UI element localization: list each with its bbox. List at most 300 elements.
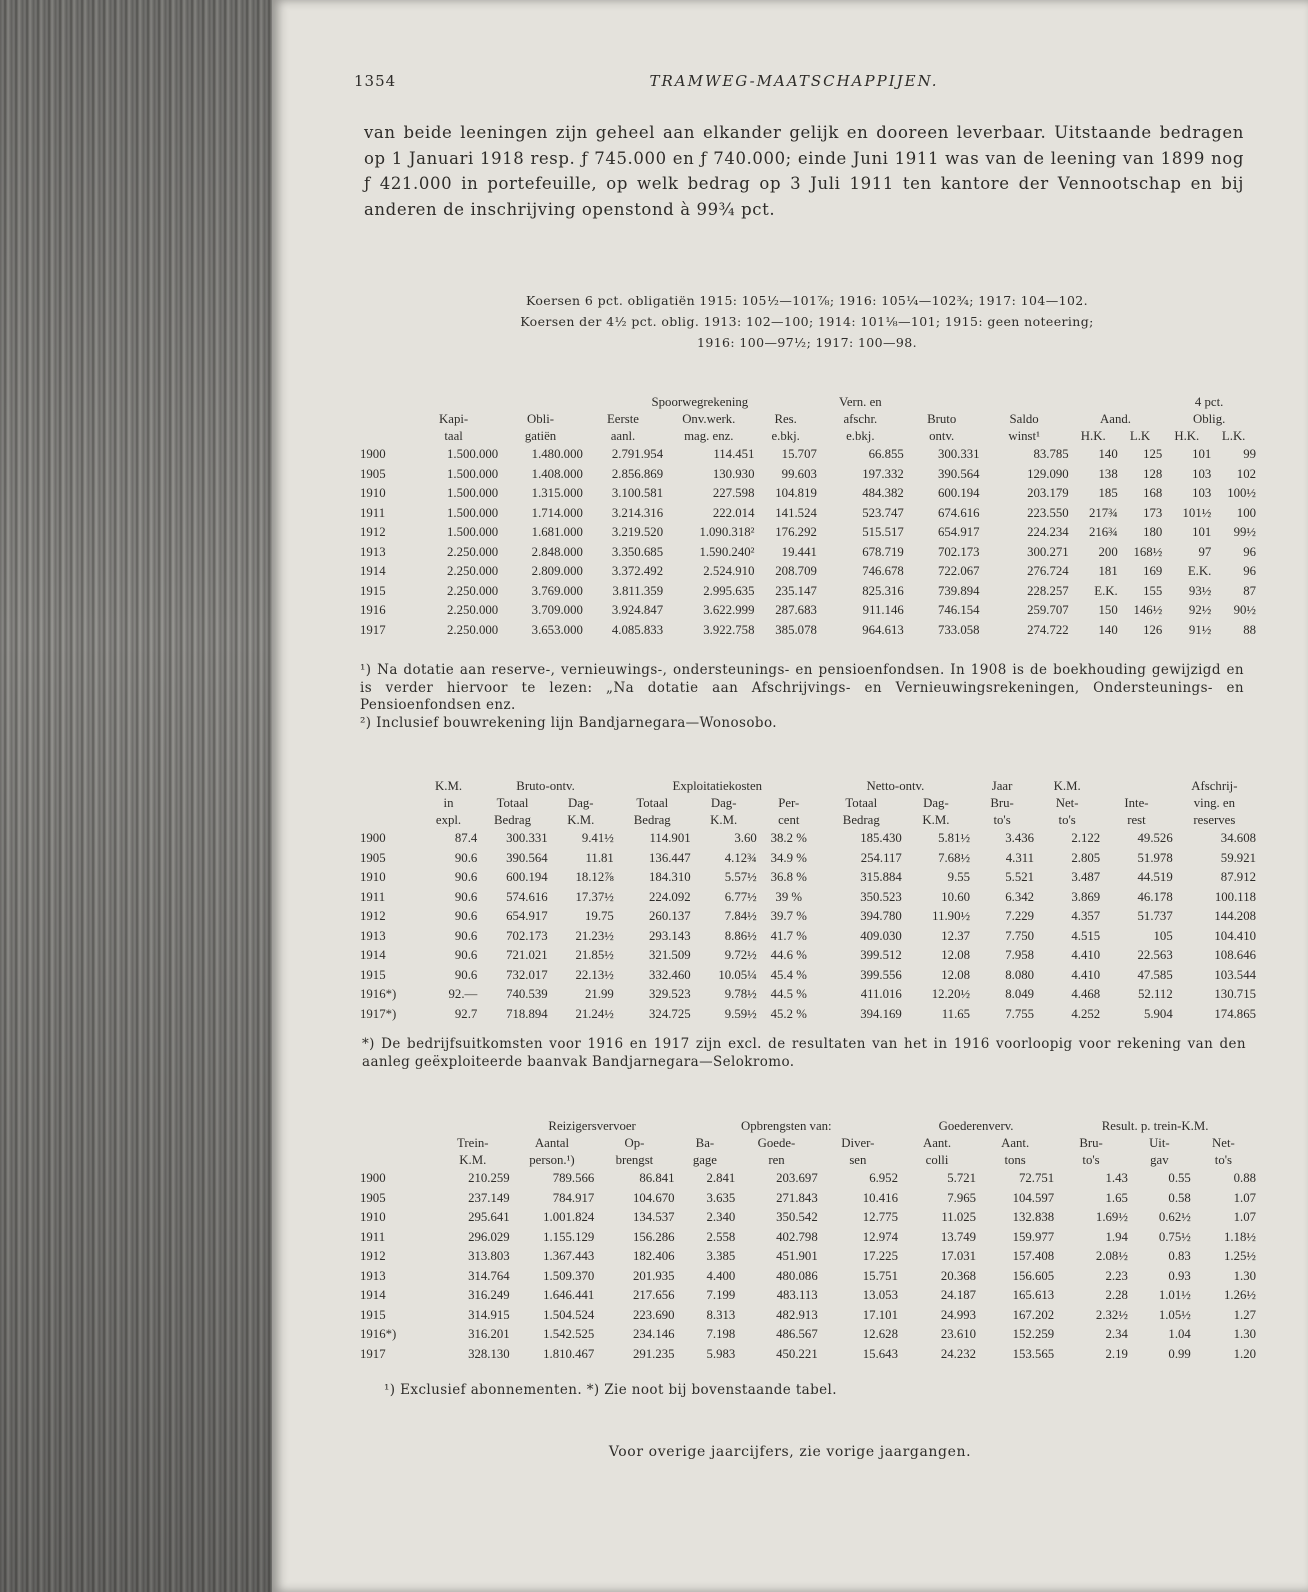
table-cell: 6.952 <box>869 1171 898 1185</box>
table-row <box>360 484 1256 504</box>
table-cell: 3.653.000 <box>531 622 583 637</box>
operating-results-table <box>360 778 1256 1024</box>
table-cell: 390.564 <box>937 466 980 481</box>
col-header: Aant. <box>1001 1136 1030 1150</box>
table-cell: 17.225 <box>862 1249 898 1263</box>
table-cell: 155 <box>1143 583 1163 598</box>
table-cell: 96 <box>1243 564 1256 578</box>
table-cell: 34.608 <box>1220 831 1256 845</box>
row-year: 1900 <box>360 1171 386 1185</box>
table-cell: 1.408.000 <box>531 466 583 481</box>
col-header: reserves <box>1193 813 1236 827</box>
table-cell: 20.368 <box>940 1268 977 1283</box>
table-cell: 2.250.000 <box>446 603 499 617</box>
table-cell: 2.524.910 <box>703 564 755 578</box>
table-cell: 329.523 <box>649 987 691 1001</box>
table-cell: 3.385 <box>706 1249 736 1263</box>
table-cell: 197.332 <box>862 466 904 481</box>
table-cell: 291.235 <box>632 1346 675 1361</box>
table-cell: 173 <box>1143 505 1163 520</box>
table-cell: 44.6 % <box>770 948 807 962</box>
table-cell: 316.201 <box>468 1327 510 1341</box>
table-cell: 2.23 <box>1105 1268 1128 1283</box>
row-header-blank <box>360 812 420 829</box>
table-cell: 254.117 <box>860 850 902 865</box>
table-row <box>360 504 1256 524</box>
col-header: Exploitatiekosten <box>672 779 763 793</box>
table-cell: 1.65 <box>1105 1190 1128 1205</box>
table-cell: 4.085.833 <box>611 622 664 637</box>
col-header: Saldo <box>1009 412 1039 426</box>
row-year: 1910 <box>360 486 386 500</box>
table-cell: 203.179 <box>1027 486 1069 500</box>
table-cell: 486.567 <box>776 1327 818 1341</box>
table-row <box>360 621 1256 641</box>
col-header: gatiën <box>524 429 557 443</box>
table-cell: 1.090.318² <box>699 525 755 539</box>
document-page <box>272 0 1308 1592</box>
table-cell: 223.550 <box>1027 505 1069 520</box>
table-cell: 130.715 <box>1214 987 1256 1001</box>
table-cell: 1.155.129 <box>543 1229 595 1244</box>
table-cell: 87.4 <box>454 831 478 845</box>
col-header: Res. <box>774 412 797 426</box>
table-cell: 480.086 <box>776 1268 818 1283</box>
table-cell: 13.749 <box>940 1229 977 1244</box>
col-header: Uit- <box>1149 1136 1170 1150</box>
table-header-row <box>360 812 1256 829</box>
table-cell: 1.05½ <box>1158 1307 1191 1322</box>
table-cell: 11.90½ <box>932 909 971 923</box>
table-cell: 8.049 <box>1005 987 1035 1001</box>
row-year: 1917 <box>360 1346 386 1361</box>
table-row <box>360 1247 1256 1267</box>
table-cell: 228.257 <box>1027 583 1069 598</box>
row-year: 1905 <box>360 850 386 865</box>
table-cell: 271.843 <box>776 1190 818 1205</box>
col-header: H.K. <box>1174 429 1200 443</box>
col-header: cent <box>778 813 800 827</box>
col-header: person.¹) <box>529 1153 575 1167</box>
table-cell: 314.764 <box>468 1268 510 1283</box>
intro-paragraph <box>364 120 1244 222</box>
table-cell: 2.340 <box>706 1210 736 1224</box>
col-header: K.M. <box>922 813 950 827</box>
row-year: 1917*) <box>360 1006 397 1021</box>
table-cell: 168 <box>1143 486 1163 500</box>
col-header: Oblig. <box>1192 412 1226 426</box>
col-header: to's <box>993 813 1011 827</box>
table-cell: 5.904 <box>1143 1006 1173 1021</box>
table-cell: 39 % <box>775 889 803 904</box>
table-row <box>360 543 1256 563</box>
table-cell: 6.342 <box>1005 889 1035 904</box>
table-cell: 99.603 <box>781 466 817 481</box>
table-cell: 1.590.240² <box>699 544 755 559</box>
col-header: Dag- <box>923 796 949 810</box>
table-cell: 90.6 <box>454 967 478 982</box>
table-cell: 44.5 % <box>770 987 807 1001</box>
table-cell: 451.901 <box>776 1249 818 1263</box>
table-cell: 21.24½ <box>575 1006 614 1021</box>
table-cell: 136.447 <box>649 850 691 865</box>
row-year: 1911 <box>360 889 386 904</box>
table-row <box>360 907 1256 927</box>
footnote: *) De bedrijfsuitkomsten voor 1916 en 1917 zijn excl. de resultaten van het in 1916 voorloopig voor rekening van den aanleg geëxploiteerde baanvak Bandjarnegara—Selokromo. <box>362 1036 1246 1070</box>
table-cell: 11.81 <box>585 850 614 865</box>
table-cell: 600.194 <box>937 486 980 500</box>
table-cell: 100.118 <box>1214 889 1256 904</box>
table-cell: 152.259 <box>1012 1327 1055 1341</box>
table-cell: 11.65 <box>941 1006 971 1021</box>
table-cell: 17.031 <box>940 1249 977 1263</box>
table-cell: 103 <box>1192 466 1212 481</box>
table-cell: 15.707 <box>781 447 817 461</box>
table-cell: 3.214.316 <box>611 505 664 520</box>
table-cell: 17.37½ <box>575 889 614 904</box>
table-cell: 2.848.000 <box>531 544 583 559</box>
table-cell: 91½ <box>1188 622 1212 637</box>
financial-table <box>360 394 1256 640</box>
table-cell: 93½ <box>1188 583 1212 598</box>
table-cell: 3.811.359 <box>612 583 664 598</box>
table-row <box>360 445 1256 465</box>
col-group-header: 4 pct. <box>1194 395 1224 409</box>
table-cell: 7.750 <box>1005 928 1035 943</box>
col-header: Result. p. trein-K.M. <box>1101 1119 1209 1133</box>
table-cell: 7.198 <box>706 1327 736 1341</box>
table-cell: 224.234 <box>1027 525 1069 539</box>
row-year: 1914 <box>360 1288 386 1302</box>
table-cell: 409.030 <box>860 928 902 943</box>
table-cell: 483.113 <box>776 1288 818 1302</box>
col-header: L.K. <box>1221 429 1246 443</box>
table-row <box>360 1286 1256 1306</box>
col-header: taal <box>444 429 463 443</box>
table-cell: 674.616 <box>937 505 980 520</box>
closing-note: Voor overige jaarcijfers, zie vorige jaargangen. <box>608 1444 972 1460</box>
col-header: K.M. <box>1053 779 1081 793</box>
col-header: tons <box>1004 1153 1026 1167</box>
table-cell: 2.841 <box>706 1171 736 1185</box>
table-cell: 654.917 <box>506 909 548 923</box>
intro-text: van beide leeningen zijn geheel aan elkander gelijk en dooreen leverbaar. Uitstaande bedragen op 1 Januari 1918 resp. ƒ 745.000 en ƒ 740.000; einde Juni 1911 was van de leening van 1899 nog ƒ 421.000 in portefeuille, op welk bedrag op 3 Juli 1911 ten kantore der Vennootschap en bij anderen de inschrijving openstond à 99¾ pct. <box>364 123 1244 219</box>
table-cell: 300.331 <box>937 447 980 461</box>
col-header: Totaal <box>496 796 529 810</box>
table-cell: 10.05¼ <box>718 967 757 982</box>
table-cell: 399.512 <box>860 948 902 962</box>
col-header: Bedrag <box>633 813 671 827</box>
table-cell: 5.57½ <box>724 870 757 884</box>
table-cell: 3.622.999 <box>703 603 755 617</box>
table-cell: 12.08 <box>941 948 971 962</box>
table-cell: 217.656 <box>632 1288 675 1302</box>
table-cell: 92½ <box>1188 603 1212 617</box>
row-year: 1912 <box>360 525 386 539</box>
table-cell: 5.983 <box>706 1346 736 1361</box>
table-cell: 92.7 <box>454 1006 478 1021</box>
table-cell: 36.8 % <box>770 870 807 884</box>
row-year: 1911 <box>360 1229 386 1244</box>
table-cell: 90.6 <box>454 889 478 904</box>
row-year: 1913 <box>360 1268 386 1283</box>
table-cell: 12.974 <box>862 1229 898 1244</box>
table-cell: 4.12¾ <box>724 850 757 865</box>
col-header: Aantal <box>534 1136 570 1150</box>
table-cell: 12.08 <box>941 967 971 982</box>
footnotes-table1 <box>360 662 1244 732</box>
table-cell: 23.610 <box>940 1327 977 1341</box>
table-group-row <box>360 394 1256 411</box>
table-cell: 2.34 <box>1105 1327 1128 1341</box>
table-cell: 200 <box>1098 544 1118 559</box>
table-cell: 3.219.520 <box>611 525 664 539</box>
row-year: 1910 <box>360 1210 386 1224</box>
table-cell: 90½ <box>1233 603 1256 617</box>
table-row <box>360 465 1256 485</box>
table-cell: 208.709 <box>775 564 817 578</box>
table-cell: 45.2 % <box>770 1006 807 1021</box>
table-cell: 174.865 <box>1214 1006 1256 1021</box>
table-cell: 274.722 <box>1027 622 1069 637</box>
table-cell: 293.143 <box>649 928 691 943</box>
table-cell: 1.27 <box>1233 1307 1256 1322</box>
table-cell: 7.84½ <box>724 909 757 923</box>
table-cell: 8.313 <box>706 1307 736 1322</box>
col-header: Totaal <box>845 796 878 810</box>
col-header: Net- <box>1055 796 1079 810</box>
col-header: to's <box>1082 1153 1100 1167</box>
table-cell: 49.526 <box>1137 831 1173 845</box>
table-cell: 315.884 <box>860 870 902 884</box>
col-header: Afschrij- <box>1191 779 1238 793</box>
table-cell: 181 <box>1098 564 1118 578</box>
table-cell: 1.500.000 <box>446 466 499 481</box>
table-cell: 227.598 <box>712 486 755 500</box>
table-cell: 5.521 <box>1005 870 1035 884</box>
table-cell: 300.331 <box>506 831 548 845</box>
table-cell: 4.410 <box>1071 967 1101 982</box>
table-cell: 159.977 <box>1012 1229 1055 1244</box>
table-cell: 216¾ <box>1088 525 1118 539</box>
table-cell: 34.9 % <box>770 850 807 865</box>
table-cell: 5.81½ <box>938 831 971 845</box>
table-header-row <box>360 428 1256 445</box>
table-cell: 12.37 <box>941 928 971 943</box>
table-cell: 784.917 <box>552 1190 595 1205</box>
table-cell: 654.917 <box>937 525 980 539</box>
table-cell: 156.286 <box>632 1229 675 1244</box>
table-cell: 964.613 <box>862 622 904 637</box>
table-cell: 100½ <box>1227 486 1256 500</box>
table-cell: 90.6 <box>454 928 478 943</box>
table-cell: 3.372.492 <box>611 564 664 578</box>
table-row <box>360 1005 1256 1025</box>
table-cell: 203.697 <box>776 1171 818 1185</box>
table-cell: 90.6 <box>454 850 478 865</box>
table-cell: 1.500.000 <box>446 486 499 500</box>
table-cell: 7.965 <box>947 1190 977 1205</box>
table-cell: 17.101 <box>862 1307 898 1322</box>
table-cell: 733.058 <box>937 622 980 637</box>
col-header: brengst <box>615 1153 654 1167</box>
table-cell: 156.605 <box>1012 1268 1055 1283</box>
table-cell: 4.515 <box>1071 928 1101 943</box>
table-cell: 523.747 <box>862 505 904 520</box>
table-cell: 411.016 <box>860 987 902 1001</box>
table-row <box>360 849 1256 869</box>
footnote: ²) Inclusief bouwrekening lijn Bandjarnegara—Wonosobo. <box>360 714 777 731</box>
col-header: to's <box>1058 813 1076 827</box>
table-row <box>360 582 1256 602</box>
table-cell: 482.913 <box>776 1307 818 1322</box>
table-cell: 1.367.443 <box>543 1249 595 1263</box>
table-cell: 235.147 <box>775 583 817 598</box>
table-row <box>360 1189 1256 1209</box>
table-cell: 96 <box>1243 544 1256 559</box>
table-cell: 402.798 <box>776 1229 818 1244</box>
table-cell: 129.090 <box>1027 466 1069 481</box>
table-cell: 138 <box>1098 466 1118 481</box>
col-header: Per- <box>778 796 800 810</box>
table-cell: 83.785 <box>1033 447 1069 461</box>
table-cell: 350.523 <box>860 889 902 904</box>
table-cell: 132.838 <box>1012 1210 1055 1224</box>
col-header: Aand. <box>1100 412 1131 426</box>
footnote: ¹) Na dotatie aan reserve-, vernieuwings-, ondersteunings- en pensioenfondsen. In 1908 is de boekhouding gewijzigd en is verder hiervoor te lezen: „Na dotatie aan Afschrijvings- en Vernieuwingsrekeningen, Ondersteunings- en Pensioenfondsen enz. <box>360 662 1244 713</box>
col-header: Jaar <box>991 779 1013 793</box>
table-cell: 15.643 <box>862 1346 898 1361</box>
table-cell: 47.585 <box>1137 967 1173 982</box>
col-header: ren <box>768 1153 785 1167</box>
table-cell: 2.791.954 <box>611 447 664 461</box>
table-cell: 97 <box>1198 544 1212 559</box>
col-header: Trein- <box>457 1136 489 1150</box>
row-year: 1905 <box>360 466 386 481</box>
table-cell: 313.803 <box>468 1249 510 1263</box>
table-cell: 385.078 <box>775 622 817 637</box>
col-header: e.bkj. <box>846 429 875 443</box>
col-header: Dag- <box>710 796 737 810</box>
table-cell: 2.805 <box>1071 850 1101 865</box>
table-cell: 144.208 <box>1214 909 1256 923</box>
table-cell: 185 <box>1098 486 1118 500</box>
table-cell: 350.542 <box>776 1210 818 1224</box>
koersen-line: Koersen der 4½ pct. oblig. 1913: 102—100; 1914: 101⅛—101; 1915: geen noteering; <box>520 314 1094 329</box>
table-cell: 825.316 <box>862 583 904 598</box>
table-cell: 10.416 <box>862 1190 898 1205</box>
table-cell: 394.780 <box>860 909 902 923</box>
table-cell: 104.597 <box>1012 1190 1055 1205</box>
col-header: colli <box>925 1153 949 1167</box>
table-cell: 300.271 <box>1027 544 1069 559</box>
table-cell: 1.810.467 <box>543 1346 595 1361</box>
table-cell: 1.509.370 <box>543 1268 595 1283</box>
table-cell: 3.924.847 <box>611 603 664 617</box>
table-cell: 12.628 <box>862 1327 898 1341</box>
table-cell: 2.856.869 <box>611 466 664 481</box>
row-year: 1916 <box>360 603 386 617</box>
table-cell: 732.017 <box>506 967 548 982</box>
table-cell: 22.563 <box>1137 948 1173 962</box>
col-header: expl. <box>435 813 462 827</box>
table-cell: 108.646 <box>1214 948 1256 962</box>
table-row <box>360 829 1256 849</box>
table-cell: 7.958 <box>1005 948 1035 962</box>
table-cell: 7.755 <box>1005 1006 1035 1021</box>
table-cell: 224.092 <box>649 889 691 904</box>
table-cell: 45.4 % <box>770 967 807 982</box>
table-cell: 101½ <box>1182 505 1212 520</box>
table-cell: 1.480.000 <box>531 447 583 461</box>
table-cell: 3.869 <box>1071 889 1101 904</box>
table-cell: 21.99 <box>585 987 614 1001</box>
table-cell: 24.232 <box>940 1346 977 1361</box>
table-cell: 1.25½ <box>1224 1249 1256 1263</box>
col-header: Bru- <box>990 796 1014 810</box>
table-cell: 180 <box>1143 525 1163 539</box>
table-cell: 321.509 <box>649 948 691 962</box>
table-cell: 746.678 <box>862 564 904 578</box>
col-header: Goede- <box>757 1136 796 1150</box>
koersen-line: Koersen 6 pct. obligatiën 1915: 105½—101⅞; 1916: 105¼—102¾; 1917: 104—102. <box>525 293 1089 308</box>
table-cell: 276.724 <box>1027 564 1069 578</box>
table-cell: 718.894 <box>506 1006 548 1021</box>
col-header: winst¹ <box>1008 429 1040 443</box>
col-header: ving. en <box>1193 796 1235 810</box>
col-header: Opbrengsten van: <box>740 1119 832 1133</box>
table-cell: 1.681.000 <box>531 525 583 539</box>
table-cell: 88 <box>1243 622 1256 637</box>
table-cell: 328.130 <box>468 1346 510 1361</box>
table-cell: 450.221 <box>776 1346 818 1361</box>
table-cell: 1.315.000 <box>531 486 583 500</box>
table-cell: 87.912 <box>1220 870 1256 884</box>
table-row <box>360 946 1256 966</box>
col-header: gav <box>1150 1153 1169 1167</box>
table-cell: 1.542.525 <box>543 1327 595 1341</box>
table-cell: 103.544 <box>1214 967 1256 982</box>
row-year: 1910 <box>360 870 386 884</box>
col-header: Op- <box>624 1136 645 1150</box>
table-cell: 1.20 <box>1233 1346 1256 1361</box>
table-header-row <box>360 795 1256 812</box>
table-cell: 740.539 <box>506 987 548 1001</box>
table-header-row <box>360 778 1256 795</box>
table-cell: 739.894 <box>937 583 980 598</box>
table-cell: 234.146 <box>632 1327 675 1341</box>
col-header: Inte- <box>1124 796 1149 810</box>
table-cell: 182.406 <box>632 1249 675 1263</box>
col-header: Ba- <box>695 1136 715 1150</box>
table-row <box>360 1325 1256 1345</box>
table-cell: 3.487 <box>1071 870 1101 884</box>
table-cell: 99 <box>1243 447 1256 461</box>
table-cell: 86.841 <box>639 1171 675 1185</box>
row-year: 1914 <box>360 948 386 962</box>
table-cell: 4.311 <box>1005 850 1035 865</box>
table-cell: 7.229 <box>1005 909 1035 923</box>
table-header-row <box>360 411 1256 428</box>
table-cell: 4.357 <box>1071 909 1101 923</box>
col-header: K.M. <box>710 813 738 827</box>
table-cell: 103 <box>1192 486 1212 500</box>
col-header: Bru- <box>1079 1136 1103 1150</box>
table-cell: 165.613 <box>1012 1288 1055 1302</box>
table-cell: 126 <box>1143 622 1163 637</box>
table-cell: 210.259 <box>468 1171 510 1185</box>
table-cell: 22.13½ <box>575 967 614 982</box>
